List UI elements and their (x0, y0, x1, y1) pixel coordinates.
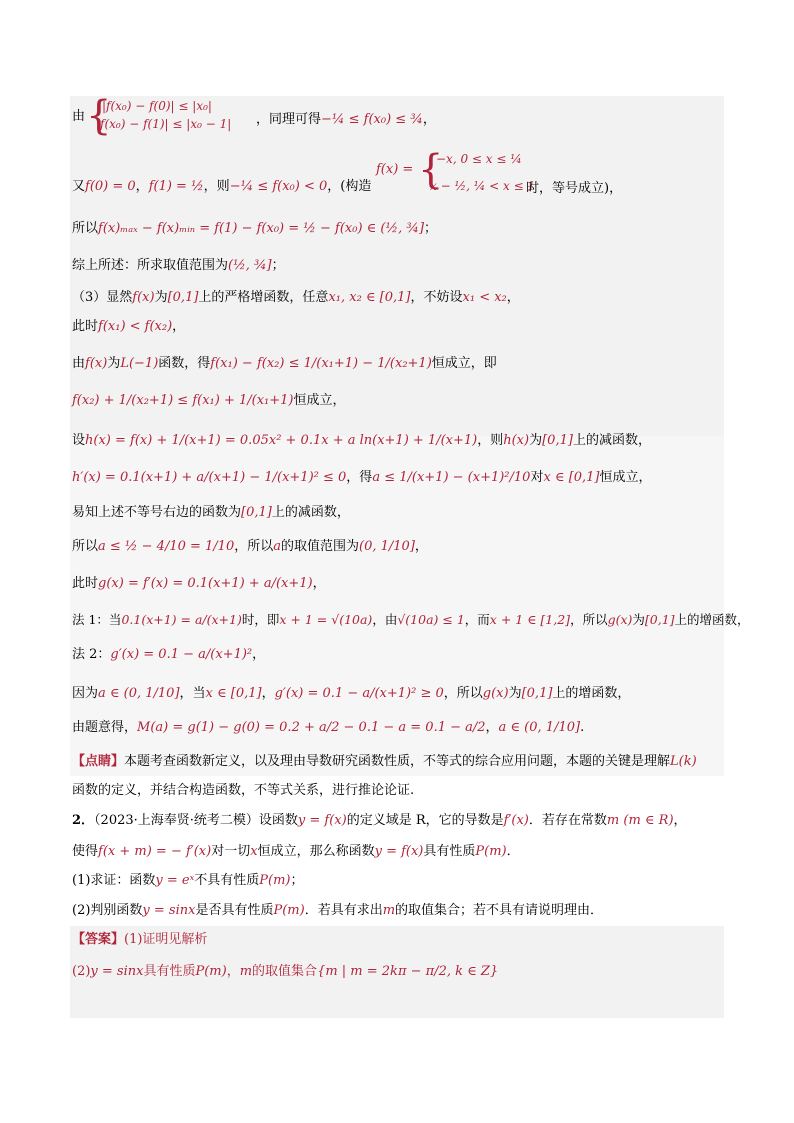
piecewise-lhs: f(x) = (376, 162, 414, 177)
system-bottom: |f(x₀) − f(1)| ≤ |x₀ − 1| (96, 117, 232, 131)
comment-line: 函数的定义，并结合构造函数，不等式关系，进行推论论证. (72, 783, 415, 798)
solution-line: 又f(0) = 0，f(1) = ½，则−¼ ≤ f(x₀) < 0，(构造 (72, 179, 372, 194)
solution-line: ，同理可得−¼ ≤ f(x₀) ≤ ¾， (256, 112, 436, 127)
solution-line: （3）显然f(x)为[0,1]上的严格增函数，任意x₁, x₂ ∈ [0,1]，不妨设x₁ < x₂， (72, 290, 520, 305)
answer-line: 【答案】(1)证明见解析 (72, 932, 208, 947)
solution-line: 易知上述不等号右边的函数为[0,1]上的减函数， (72, 505, 350, 520)
solution-line: 时，等号成立)， (526, 181, 623, 196)
solution-line: f(x₂) + 1/(x₂+1) ≤ f(x₁) + 1/(x₁+1)恒成立， (72, 393, 346, 408)
solution-line: 所以a ≤ ½ − 4/10 = 1/10，所以a的取值范围为(0, 1/10]， (72, 539, 428, 554)
problem-line: 使得f(x + m) = − f′(x)对一切x恒成立，那么称函数y = f(x)具有性质P(m)． (72, 844, 520, 859)
solution-line: 由 (72, 109, 86, 124)
solution-line: 法 2：g′(x) = 0.1 − a/(x+1)²， (72, 647, 266, 662)
solution-line: 由题意得，M(a) = g(1) − g(0) = 0.2 + a/2 − 0.1 − a = 0.1 − a/2，a ∈ (0, 1/10]. (72, 720, 585, 735)
solution-line: 综上所述：所求取值范围为(½, ¾]； (72, 258, 285, 273)
piecewise-top: −x, 0 ≤ x ≤ ¼ (436, 152, 522, 166)
answer-line: (2)y = sinx具有性质P(m)，m的取值集合{m | m = 2kπ − π/2, k ∈ Z} (72, 964, 499, 979)
piecewise-bottom: x − ½, ¼ < x ≤ 1 (430, 179, 536, 193)
solution-line: 设h(x) = f(x) + 1/(x+1) = 0.05x² + 0.1x + a ln(x+1) + 1/(x+1)，则h(x)为[0,1]上的减函数， (72, 433, 651, 448)
solution-line: 由f(x)为L(−1)函数，得f(x₁) − f(x₂) ≤ 1/(x₁+1) − 1/(x₂+1)恒成立，即 (72, 356, 497, 371)
answer-tag: 【答案】 (72, 932, 125, 947)
system-top: |f(x₀) − f(0)| ≤ |x₀| (102, 99, 212, 113)
comment-tag: 【点睛】 (72, 754, 125, 769)
solution-line: 因为a ∈ (0, 1/10]，当x ∈ [0,1]，g′(x) = 0.1 − a/(x+1)² ≥ 0，所以g(x)为[0,1]上的增函数， (72, 686, 631, 701)
solution-line: 此时g(x) = f′(x) = 0.1(x+1) + a/(x+1)， (72, 576, 326, 591)
problem-line: (2)判别函数y = sinx是否具有性质P(m)．若具有求出m的取值集合；若不具有请说明理由． (72, 903, 604, 918)
solution-line: h′(x) = 0.1(x+1) + a/(x+1) − 1/(x+1)² ≤ 0，得a ≤ 1/(x+1) − (x+1)²/10对x ∈ [0,1]恒成立， (72, 470, 652, 485)
problem-line: (1)求证：函数y = eˣ不具有性质P(m)； (72, 873, 304, 888)
solution-line: 此时f(x₁) < f(x₂)， (72, 319, 186, 334)
piecewise-brace: { (418, 147, 444, 193)
comment-line: 【点睛】本题考查函数新定义，以及理由导数研究函数性质，不等式的综合应用问题，本题的关键是理解L(k) (72, 754, 697, 769)
solution-line: 法 1：当0.1(x+1) = a/(x+1)时，即x + 1 = √(10a)，由√(10a) ≤ 1，而x + 1 ∈ [1,2]，所以g(x)为[0,1]上的增函数， (72, 612, 750, 627)
left-brace: { (86, 93, 112, 139)
solution-line: 所以f(x)ₘₐₓ − f(x)ₘᵢₙ = f(1) − f(x₀) = ½ − f(x₀) ∈ (½, ¾]； (72, 221, 438, 236)
problem-line: 2．（2023·上海奉贤·统考二模）设函数y = f(x)的定义域是 R，它的导数是f′(x)．若存在常数m (m ∈ R)， (72, 813, 687, 828)
